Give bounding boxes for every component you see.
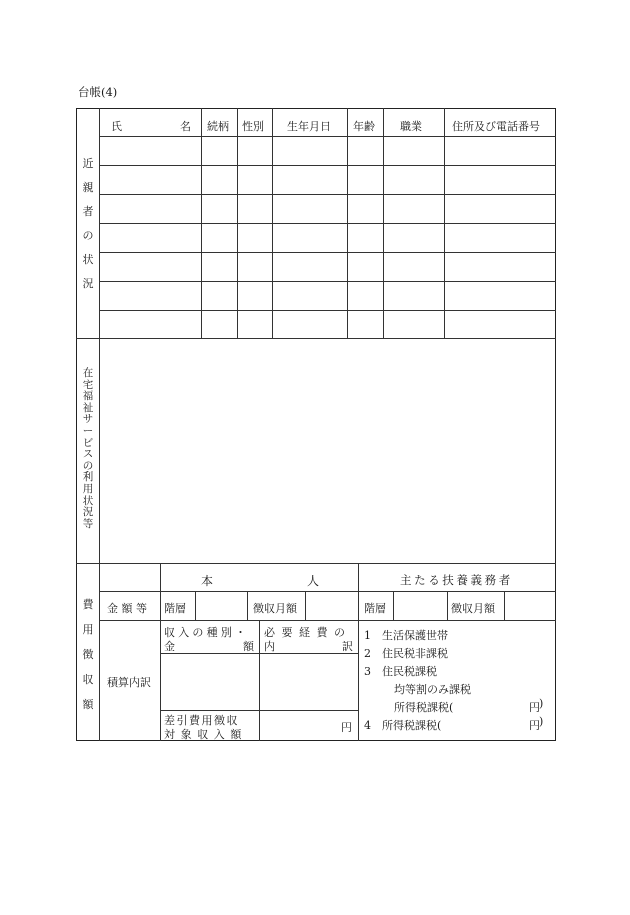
welfare-label-char: 在 [82,367,94,379]
column-line [201,108,202,338]
honnin-header-a: 本 [201,574,214,588]
honnin-header-b: 人 [307,574,320,588]
expense-label-yaku: 訳 [342,640,353,653]
column-line [444,108,445,338]
section-divider [76,338,556,339]
fee-label-char: 用 [82,623,94,636]
row-line [99,165,556,166]
income-label-kin: 金 [164,640,175,653]
sashihiki-label-l2: 対象収入額 [164,728,247,741]
row-line [99,310,556,311]
category-item-3b: 所得税課税( [394,701,454,714]
fee-label-char: 費 [82,598,94,611]
relatives-label-char: 況 [82,277,94,290]
category-item-4: 4 所得税課税( [364,719,442,732]
welfare-label-char: 況 [82,506,94,519]
welfare-label-char: 福 [82,390,94,403]
sashihiki-label-l1: 差引費用徴収 [164,714,239,727]
welfare-label-char: サ [82,413,94,426]
kaisou-label: 階層 [164,602,186,615]
welfare-label-char: ビ [82,436,94,449]
welfare-label [78,368,98,530]
relatives-label-char: 親 [82,181,94,194]
welfare-label-char: ー [82,424,94,437]
column-line [358,563,359,741]
row-line [99,620,556,621]
column-line [504,591,505,620]
welfare-label-char: 祉 [82,401,94,414]
column-line [247,591,248,620]
kaisou-label-2: 階層 [364,602,386,615]
welfare-label-char: 利 [82,471,94,484]
header-sex: 性別 [242,120,264,133]
row-line [99,252,556,253]
expense-label-l2 [264,638,353,654]
welfare-label-char: の [82,459,94,472]
sekisan-label: 積算内訳 [107,676,151,689]
header-relation: 続柄 [207,120,229,133]
kingaku-label: 金 額 等 [107,602,147,615]
category-item-4-yen: 円 [529,719,540,732]
welfare-label-char: 宅 [82,378,94,391]
column-line [305,591,306,620]
column-line [347,108,348,338]
fee-label-char: 額 [82,698,94,711]
header-age: 年齢 [353,120,375,133]
category-item-3b-yen: 円 [529,701,540,714]
row-line [99,136,556,137]
row-line [99,591,556,592]
header-name-a: 氏 [111,120,122,133]
choushu-label: 徴収月額 [253,602,297,615]
fuyou-header: 主たる扶養義務者 [400,573,513,587]
welfare-label-char: 等 [82,517,94,530]
row-line [99,223,556,224]
category-item-2: 2 住民税非課税 [364,647,448,660]
header-birth: 生年月日 [287,120,331,133]
row-line [99,281,556,282]
sashihiki-yen: 円 [341,721,352,734]
row-line [99,194,556,195]
income-label-gaku: 額 [243,640,254,653]
column-line [237,108,238,338]
column-line [393,591,394,620]
close-paren-3b: ) [539,697,544,710]
income-label-l2 [164,638,254,654]
relatives-label-char: の [82,229,94,242]
column-line [447,591,448,620]
fee-label-char: 収 [82,673,94,686]
category-item-3: 3 住民税課税 [364,665,437,678]
column-line [195,591,196,620]
expense-label-l1: 必要経費の [264,626,352,639]
header-name-b: 名 [180,120,191,133]
relatives-label-char: 状 [82,253,94,266]
header-job: 職業 [400,120,422,133]
expense-label-nai: 内 [264,640,275,653]
fee-label-char: 徴 [82,648,94,661]
relatives-label-char: 者 [82,205,94,218]
category-item-3a: 均等割のみ課税 [394,683,471,696]
header-address: 住所及び電話番号 [452,120,540,133]
welfare-label-char: 状 [82,494,94,507]
column-line [272,108,273,338]
welfare-label-char: ス [82,448,94,461]
label-column-divider [99,108,100,741]
income-label-l1: 収入の種別・ [164,626,250,639]
page-title: 台帳(4) [78,85,118,99]
section-divider [76,563,556,564]
column-line [259,620,260,741]
welfare-label-char: 用 [82,482,94,495]
column-line [160,563,161,741]
relatives-label-char: 近 [82,157,94,170]
category-item-1: 1 生活保護世帯 [364,629,448,642]
choushu-label-2: 徴収月額 [451,602,495,615]
close-paren-4: ) [539,715,544,728]
column-line [383,108,384,338]
